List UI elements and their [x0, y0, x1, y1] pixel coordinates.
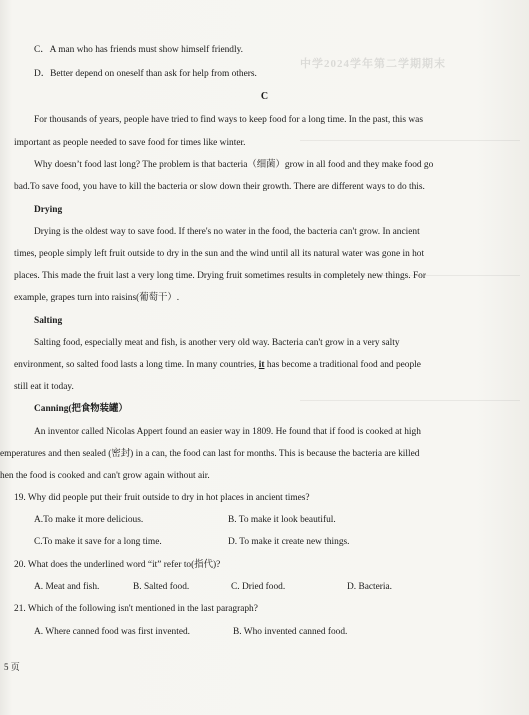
q21-option-b[interactable]: B. Who invented canned food. — [233, 627, 348, 637]
paragraph-line: important as people needed to save food for times like winter. — [14, 138, 246, 148]
paragraph-line: An inventor called Nicolas Appert found an easier way in 1809. He found that if food is cooked at high — [34, 427, 421, 437]
question-19: 19. Why did people put their fruit outside to dry in hot places in ancient times? — [14, 493, 310, 503]
salting-heading: Salting — [34, 316, 63, 326]
page-number: 5 页 — [4, 662, 20, 672]
underlined-it: it — [258, 360, 265, 370]
paragraph-line: places. This made the fruit last a very long time. Drying fruit sometimes results in completely new things. For — [14, 271, 426, 281]
option-d-prev: D．Better depend on oneself than ask for help from others. — [34, 69, 257, 79]
paragraph-line: example, grapes turn into raisins(葡萄干）. — [14, 293, 180, 303]
paragraph-line: Why doesn’t food last long? The problem is that bacteria（细菌）grow in all food and they make food go — [34, 160, 434, 170]
option-c-prev: C．A man who has friends must show himself friendly. — [34, 45, 244, 55]
paragraph-line: emperatures and then sealed (密封) in a can, the food can last for months. This is because the bacteria are killed — [0, 449, 420, 459]
paragraph-line: Drying is the oldest way to save food. If there's no water in the food, the bacteria can't grow. In ancient — [34, 227, 420, 237]
drying-heading: Drying — [34, 205, 63, 215]
q20-option-b[interactable]: B. Salted food. — [133, 582, 190, 592]
paragraph-line: hen the food is cooked and can't grow again without air. — [0, 471, 210, 481]
q20-option-d[interactable]: D. Bacteria. — [347, 582, 393, 592]
q19-option-a[interactable]: A.To make it more delicious. — [34, 515, 144, 525]
paragraph-line: environment, so salted food lasts a long time. In many countries, it has become a traditional food and people — [14, 360, 421, 370]
q21-option-a[interactable]: A. Where canned food was first invented. — [34, 627, 191, 637]
question-21: 21. Which of the following isn't mentioned in the last paragraph? — [14, 604, 258, 614]
paragraph-line: Salting food, especially meat and fish, is another very old way. Bacteria can't grow in a very salty — [34, 338, 400, 348]
paragraph-line: bad.To save food, you have to kill the bacteria or slow down their growth. There are different ways to do this. — [14, 182, 425, 192]
canning-heading: Canning(把食物装罐） — [34, 404, 128, 414]
section-label: C — [260, 91, 269, 102]
question-20: 20. What does the underlined word “it” refer to(指代)? — [14, 560, 221, 570]
bleed-through-title: 中学2024学年第二学期期末 — [300, 58, 446, 70]
paragraph-line: times, people simply left fruit outside to dry in the sun and the wind until all its natural water was gone in hot — [14, 249, 425, 259]
q20-option-a[interactable]: A. Meat and fish. — [34, 582, 100, 592]
paragraph-line: still eat it today. — [14, 382, 74, 392]
bleed-through-line — [300, 400, 520, 401]
bleed-through-line — [300, 140, 520, 141]
paragraph-line: For thousands of years, people have tried to find ways to keep food for a long time. In the past, this was — [34, 115, 423, 125]
q19-option-c[interactable]: C.To make it save for a long time. — [34, 537, 162, 547]
q19-option-b[interactable]: B. To make it look beautiful. — [228, 515, 336, 525]
q20-option-c[interactable]: C. Dried food. — [231, 582, 286, 592]
q19-option-d[interactable]: D. To make it create new things. — [228, 537, 350, 547]
